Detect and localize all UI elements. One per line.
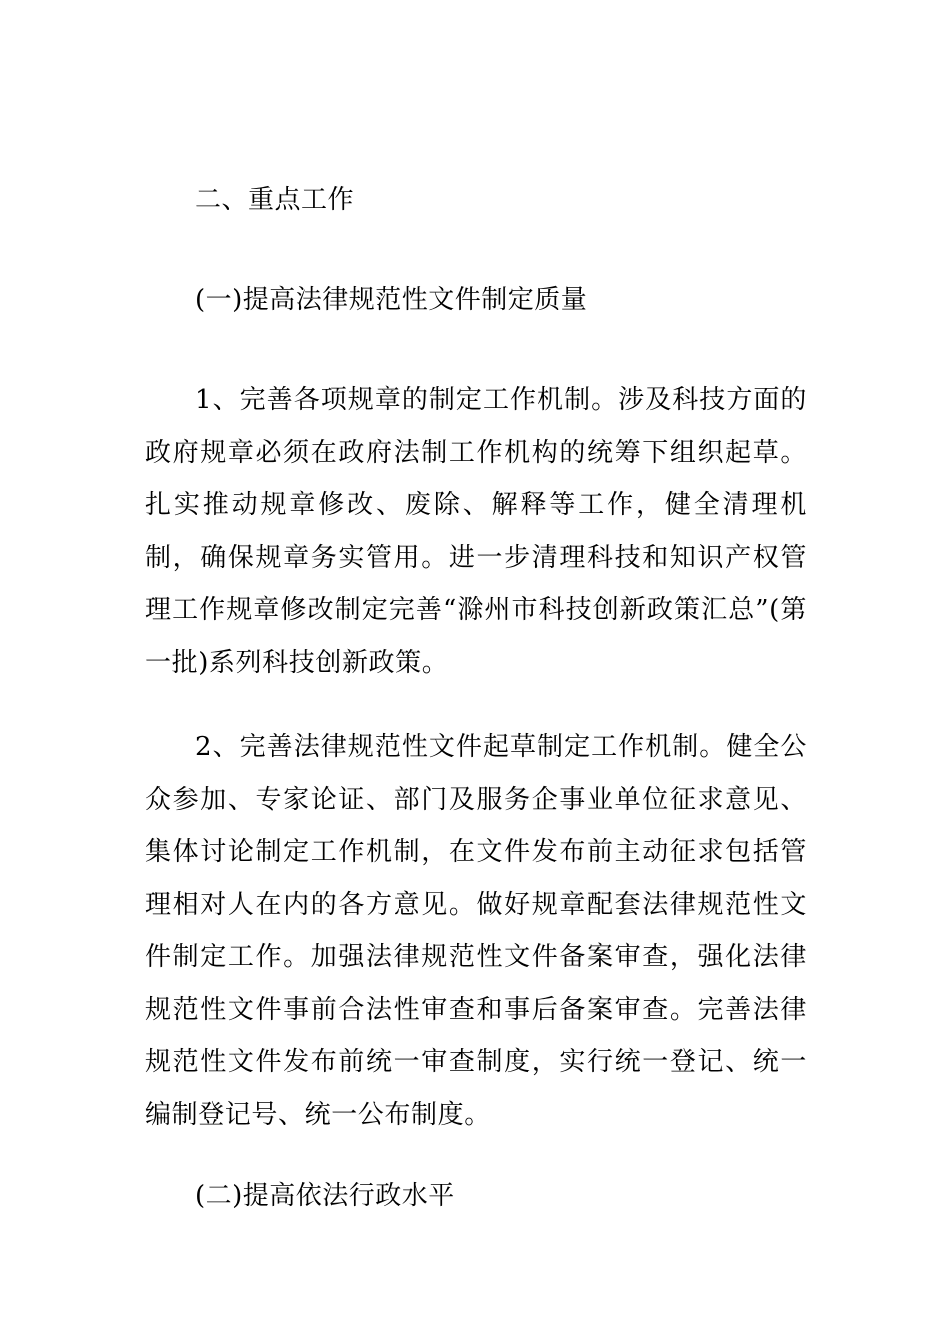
- subsection-heading-2: (二)提高依法行政水平: [195, 1181, 455, 1211]
- subsection-heading-1: (一)提高法律规范性文件制定质量: [195, 285, 588, 315]
- section-heading: 二、重点工作: [195, 185, 355, 215]
- paragraph-2: 2、完善法律规范性文件起草制定工作机制。健全公众参加、专家论证、部门及服务企事业单位征求意见、集体讨论制定工作机制，在文件发布前主动征求包括管理相对人在内的各方意见。做好规章配套法律规范性文件制定工作。加强法律规范性文件备案审查，强化法律规范性文件事前合法性审查和事后备案审查。完善法律规范性文件发布前统一审查制度，实行统一登记、统一编制登记号、统一公布制度。: [145, 732, 807, 1130]
- paragraph-1: 1、完善各项规章的制定工作机制。涉及科技方面的政府规章必须在政府法制工作机构的统筹下组织起草。扎实推动规章修改、废除、解释等工作，健全清理机制，确保规章务实管用。进一步清理科技和知识产权管理工作规章修改制定完善“滁州市科技创新政策汇总”(第一批)系列科技创新政策。: [145, 385, 807, 678]
